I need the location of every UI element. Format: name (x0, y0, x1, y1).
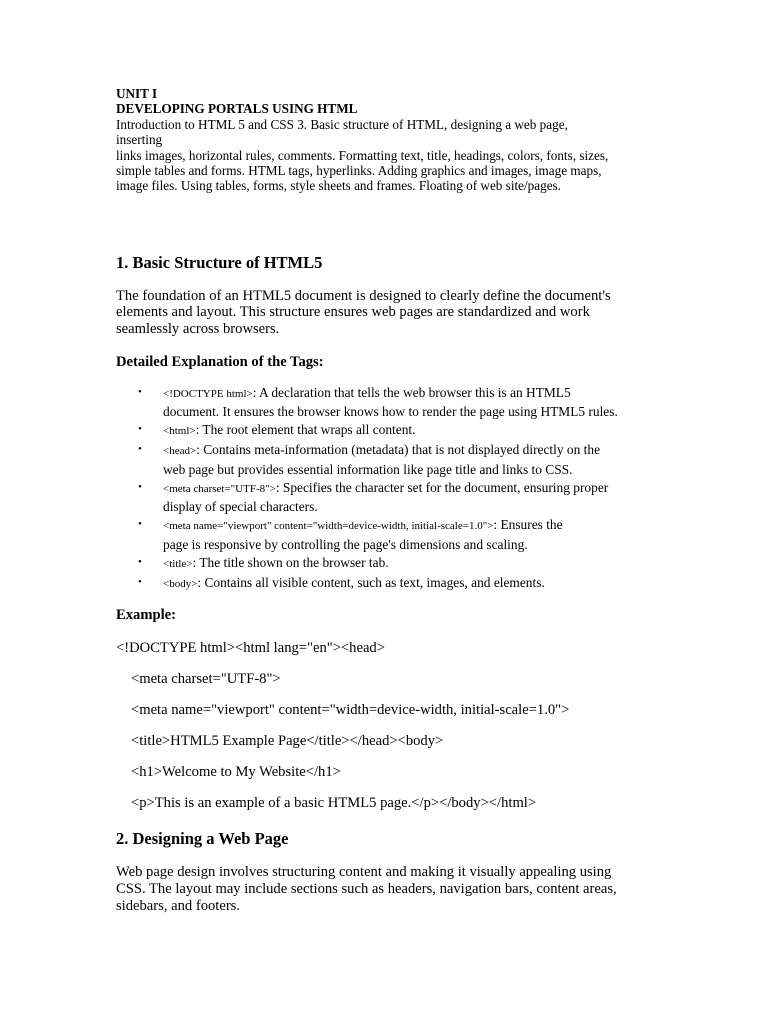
list-item (138, 479, 656, 517)
tag-desc-cont: document. It ensures the browser knows how to render the page using HTML5 rules. (163, 404, 618, 420)
tag-desc-cont: web page but provides essential information like page title and links to CSS. (163, 461, 573, 477)
section1-intro-line: seamlessly across browsers. (116, 321, 280, 338)
tag-name: <title> (163, 557, 193, 570)
section2-intro (116, 864, 656, 914)
tag-desc: : The root element that wraps all content. (195, 422, 416, 438)
list-item (138, 574, 656, 594)
tag-name: <head> (163, 445, 197, 458)
unit-desc-line: image files. Using tables, forms, style sheets and frames. Floating of web site/pages. (116, 178, 561, 194)
code-line: <p>This is an example of a basic HTML5 page.</p></body></html> (131, 795, 537, 812)
tags-heading: Detailed Explanation of the Tags: (116, 353, 324, 370)
tag-desc-cont: page is responsive by controlling the page's dimensions and scaling. (163, 537, 528, 552)
code-line: <!DOCTYPE html><html lang="en"><head> (116, 640, 385, 657)
tag-desc: : Ensures the (493, 517, 563, 533)
section2-intro-line: Web page design involves structuring content and making it visually appealing using (116, 864, 612, 881)
code-line: <h1>Welcome to My Website</h1> (131, 764, 341, 781)
document-page (116, 86, 656, 914)
unit-desc-line: links images, horizontal rules, comments. Formatting text, title, headings, colors, fonts, sizes, (116, 147, 609, 163)
tag-desc: : Contains all visible content, such as text, images, and elements. (197, 574, 545, 590)
bullet-icon: • (138, 443, 142, 456)
tag-name: <meta charset="UTF-8"> (163, 482, 276, 495)
section2-intro-line: sidebars, and footers. (116, 897, 241, 914)
unit-desc-line: simple tables and forms. HTML tags, hyperlinks. Adding graphics and images, image maps, (116, 163, 602, 179)
section2-intro-line: CSS. The layout may include sections such as headers, navigation bars, content areas, (116, 880, 617, 897)
list-item (138, 516, 656, 554)
tag-name: <html> (163, 425, 196, 438)
tag-desc: : Contains meta-information (metadata) that is not displayed directly on the (196, 442, 601, 458)
list-item (138, 421, 656, 441)
unit-desc-line: inserting (116, 132, 163, 148)
unit-desc-line: Introduction to HTML 5 and CSS 3. Basic structure of HTML, designing a web page, (116, 116, 568, 132)
unit-subtitle: DEVELOPING PORTALS USING HTML (116, 101, 358, 117)
tag-name: <body> (163, 577, 198, 590)
code-line: <meta name="viewport" content="width=device-width, initial-scale=1.0"> (131, 702, 570, 719)
list-item (138, 384, 656, 422)
section1-intro-line: elements and layout. This structure ensures web pages are standardized and work (116, 304, 590, 321)
section2-heading: 2. Designing a Web Page (116, 829, 289, 849)
tag-name: <meta name="viewport" content="width=device-width, initial-scale=1.0"> (163, 520, 494, 533)
list-item (138, 441, 656, 479)
bullet-icon: • (138, 480, 142, 493)
example-label: Example: (116, 607, 176, 624)
bullet-icon: • (138, 423, 142, 436)
tag-desc: : A declaration that tells the web browser this is an HTML5 (252, 384, 571, 400)
tag-desc-cont: display of special characters. (163, 499, 318, 515)
unit-header (116, 86, 656, 194)
section1-intro-line: The foundation of an HTML5 document is designed to clearly define the document's (116, 287, 611, 304)
tags-list (116, 384, 656, 594)
list-item (138, 554, 656, 574)
code-line: <meta charset="UTF-8"> (131, 671, 281, 688)
bullet-icon: • (138, 385, 142, 398)
tag-desc: : Specifies the character set for the document, ensuring proper (275, 479, 609, 495)
code-line: <title>HTML5 Example Page</title></head><body> (131, 733, 444, 750)
tag-desc: : The title shown on the browser tab. (192, 554, 389, 570)
section1-heading: 1. Basic Structure of HTML5 (116, 252, 323, 272)
section1-intro (116, 288, 656, 338)
tag-name: <!DOCTYPE html> (163, 387, 253, 400)
bullet-icon: • (138, 575, 142, 588)
bullet-icon: • (138, 518, 142, 531)
bullet-icon: • (138, 555, 142, 568)
unit-description (116, 117, 656, 194)
unit-title: UNIT I (116, 86, 158, 101)
